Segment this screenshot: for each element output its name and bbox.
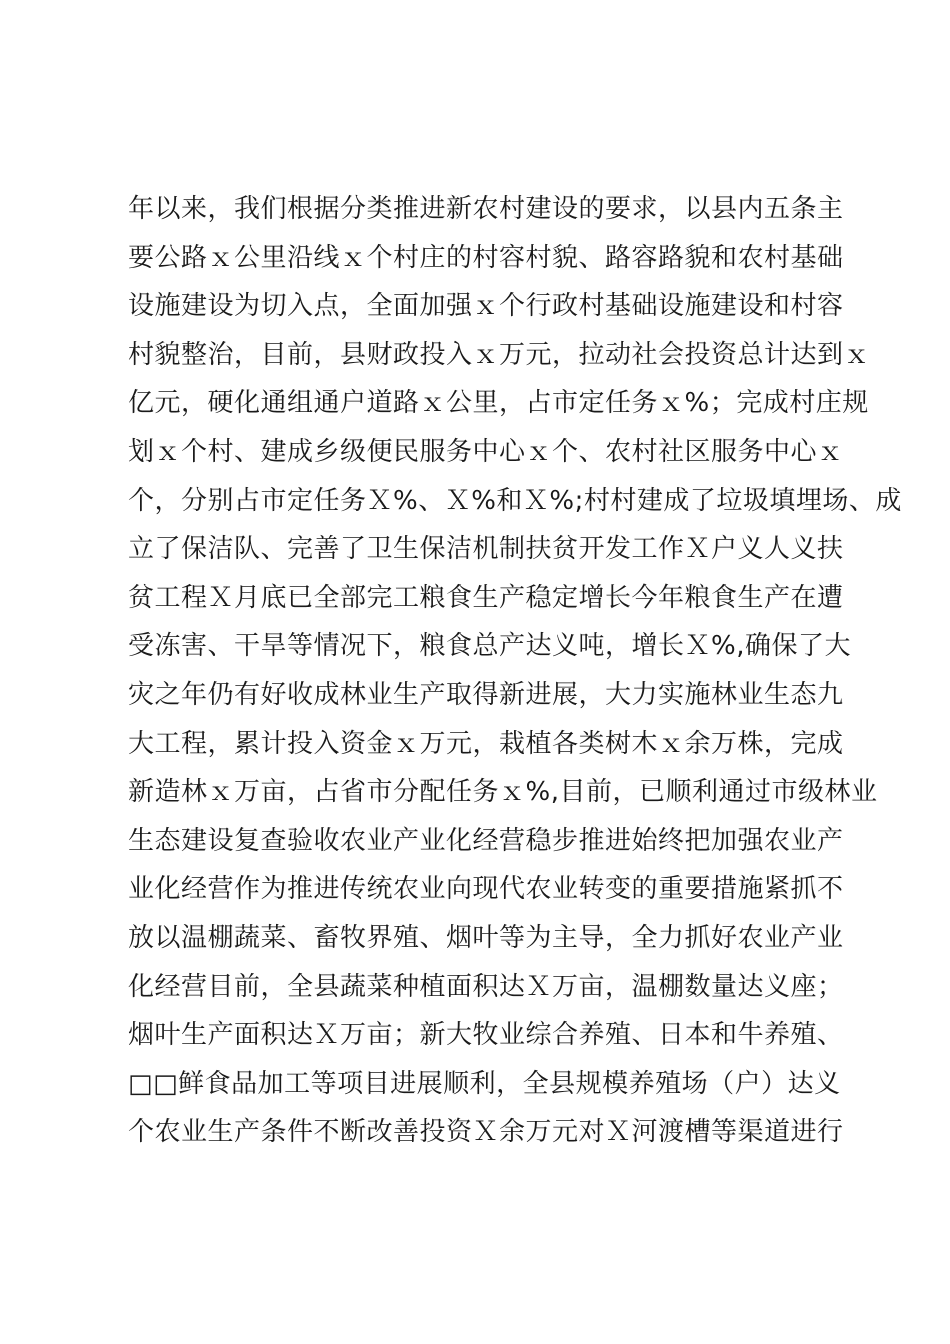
text-line: 年以来，我们根据分类推进新农村建设的要求，以县内五条主 bbox=[128, 194, 844, 224]
text-line: 化经营目前，全县蔬菜种植面积达Ｘ万亩，温棚数量达义座； bbox=[128, 971, 844, 1002]
text-line: 灾之年仍有好收成林业生产取得新进展，大力实施林业生态九 bbox=[128, 679, 844, 710]
text-line: 立了保洁队、完善了卫生保洁机制扶贫开发工作Ｘ户义人义扶 bbox=[128, 534, 844, 565]
text-line: 烟叶生产面积达Ｘ万亩；新大牧业综合养殖、日本和牛养殖、 bbox=[128, 1020, 844, 1051]
text-line: 大工程，累计投入资金ｘ万元，栽植各类树木ｘ余万株，完成 bbox=[128, 728, 844, 759]
text-line: 要公路ｘ公里沿线ｘ个村庄的村容村貌、路容路貌和农村基础 bbox=[128, 242, 844, 273]
text-line: 个，分别占市定任务Ｘ%、Ｘ%和Ｘ%;村村建成了垃圾填埋场、成 bbox=[128, 485, 902, 516]
text-line: 生态建设复查验收农业产业化经营稳步推进始终把加强农业产 bbox=[128, 825, 844, 856]
text-line: 贫工程Ｘ月底已全部完工粮食生产稳定增长今年粮食生产在遭 bbox=[128, 582, 844, 613]
text-line: 业化经营作为推进传统农业向现代农业转变的重要措施紧抓不 bbox=[128, 874, 844, 905]
body-text bbox=[128, 185, 902, 1157]
text-line: 受冻害、干旱等情况下，粮食总产达义吨，增长Ｘ%,确保了大 bbox=[128, 631, 851, 662]
text-line: 亿元，硬化通组通户道路ｘ公里，占市定任务ｘ%；完成村庄规 bbox=[128, 388, 869, 419]
text-line: 划ｘ个村、建成乡级便民服务中心ｘ个、农村社区服务中心ｘ bbox=[128, 436, 844, 467]
text-line: 新造林ｘ万亩，占省市分配任务ｘ%,目前，已顺利通过市级林业 bbox=[128, 777, 878, 808]
text-line: 放以温棚蔬菜、畜牧界殖、烟叶等为主导，全力抓好农业产业 bbox=[128, 922, 844, 953]
text-line: 村貌整治，目前，县财政投入ｘ万元，拉动社会投资总计达到ｘ bbox=[128, 339, 871, 370]
text-line: 个农业生产条件不断改善投资Ｘ余万元对Ｘ河渡槽等渠道进行 bbox=[128, 1117, 844, 1148]
text-line: □□鲜食品加工等项目进展顺利，全县规模养殖场（户）达义 bbox=[128, 1068, 841, 1099]
text-line: 设施建设为切入点，全面加强ｘ个行政村基础设施建设和村容 bbox=[128, 291, 844, 322]
